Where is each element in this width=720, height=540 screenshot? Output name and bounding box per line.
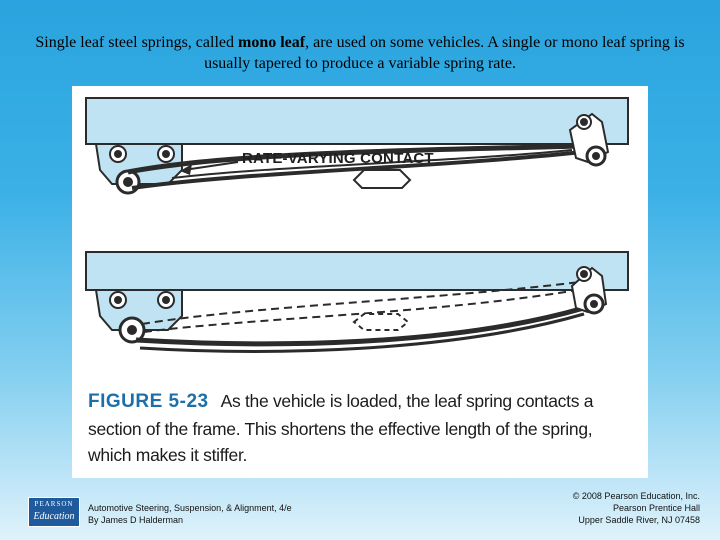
title-bold-term: mono leaf <box>238 34 306 51</box>
publisher-logo <box>28 497 80 527</box>
callout-label: RATE-VARYING CONTACT <box>242 150 434 167</box>
slide-title <box>20 32 700 74</box>
title-text-2: , are used on some vehicles. A single or mono leaf spring is usually tapered to produce a variable spring rate. <box>204 34 685 72</box>
logo-top-text: PEARSON <box>34 500 74 508</box>
footer-publisher: Pearson Prentice Hall <box>612 503 700 513</box>
figure-number: FIGURE 5-23 <box>88 391 209 412</box>
bottom-axle-seat-dashed <box>354 314 408 330</box>
top-frame <box>86 98 628 144</box>
title-text-1: Single leaf steel springs, called <box>35 34 238 51</box>
footer-book-title: Automotive Steering, Suspension, & Alignment, 4/e <box>88 503 292 513</box>
figure-panel <box>72 86 648 478</box>
figure-caption <box>88 388 636 469</box>
footer-right <box>573 490 700 526</box>
footer-author: By James D Halderman <box>88 515 184 525</box>
logo-bottom-text: Education <box>33 511 75 522</box>
figure-caption-text: As the vehicle is loaded, the leaf spring contacts a section of the frame. This shortens the effective length of the spring, which makes it stiffer. <box>88 391 594 465</box>
top-axle-seat <box>354 170 410 188</box>
bottom-frame <box>86 252 628 290</box>
bottom-drawing <box>86 252 628 351</box>
footer-location: Upper Saddle River, NJ 07458 <box>578 515 700 525</box>
footer-copyright: © 2008 Pearson Education, Inc. <box>572 491 700 501</box>
footer-left <box>88 502 292 526</box>
top-drawing <box>86 98 628 193</box>
